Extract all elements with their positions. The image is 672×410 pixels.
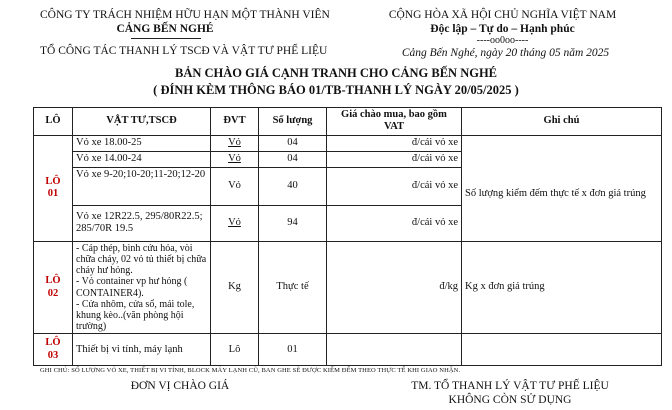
lot-03-label [34,334,73,366]
document-subtitle: ( ĐÍNH KÈM THÔNG BÁO 01/TB-THANH LÝ NGÀY 20/05/2025 ) [153,83,519,97]
price-table [33,107,662,366]
signature-right-line-1: TM. TỔ THANH LÝ VẬT TƯ PHẾ LIỆU [411,380,609,392]
signature-left: ĐƠN VỊ CHÀO GIÁ [130,380,230,392]
header-left-underline [131,38,201,39]
document-title: BẢN CHÀO GIÁ CẠNH TRANH CHO CẢNG BẾN NGHÉ [174,66,497,80]
lot-03-label-b: 03 [47,349,59,361]
lot-01-price-1: đ/cái vỏ xe [327,135,462,151]
lot-01-note: Số lượng kiểm đếm thực tế x đơn giá trúng [462,135,662,241]
lot-01-price-3: đ/cái vỏ xe [327,167,462,205]
lot-01-qty-4: 94 [259,205,327,241]
lot-01-price-2: đ/cái vỏ xe [327,151,462,167]
header-note: Ghi chú [462,108,662,136]
national-separator: ----oo0oo---- [476,35,529,46]
lot-01-unit-3: Vỏ [211,167,259,205]
lot-02-price: đ/kg [327,241,462,334]
header-item: VẬT TƯ,TSCĐ [73,108,211,136]
lot-01-qty-1: 04 [259,135,327,151]
lot-01-qty-3: 40 [259,167,327,205]
table-row [34,135,662,151]
header-unit: ĐVT [211,108,259,136]
national-title: CỘNG HÒA XÃ HỘI CHỦ NGHĨA VIỆT NAM [388,9,617,21]
lot-02-item [73,241,211,334]
lot-01-item-3: Vỏ xe 9-20;10-20;11-20;12-20 [73,167,211,205]
lot-01-unit-2: Vỏ [211,151,259,167]
lot-02-label-b: 02 [47,287,59,299]
table-row [34,334,662,366]
lot-01-label [34,135,73,241]
lot-03-qty: 01 [259,334,327,366]
company-name: CÔNG TY TRÁCH NHIỆM HỮU HẠN MỘT THÀNH VIÊN [40,9,330,21]
header-lot: LÔ [34,108,73,136]
lot-02-item-line-1: - Cáp thép, bình cứu hỏa, vòi chữa cháy, 02 vỏ tủ thiết bị chữa cháy hư hỏng. [76,242,207,277]
lot-03-item: Thiết bị vi tính, máy lạnh [73,334,211,366]
lot-02-label-a: LÔ [45,275,61,287]
team-name: TỔ CÔNG TÁC THANH LÝ TSCĐ VÀ VẬT TƯ PHẾ LIỆU [40,45,328,57]
lot-01-unit-1: Vỏ [211,135,259,151]
footnote: GHI CHÚ: SỐ LƯỢNG VỎ XE, THIẾT BỊ VI TÍNH, BLOCK MÁY LẠNH CŨ, BAN GHE SẼ ĐƯỢC KIỂM ĐẾM THEO THỰC TẾ KHI GIAO NHẬN. [40,367,461,374]
lot-01-label-b: 01 [47,188,59,200]
company-branch: CẢNG BẾN NGHÉ [116,23,214,35]
lot-02-item-line-3: - Cửa nhôm, cửa sổ, mái tole, khung kèo..(văn phòng hội trường) [76,298,195,333]
national-motto: Độc lập – Tự do – Hạnh phúc [430,23,575,35]
lot-01-item-2: Vỏ xe 14.00-24 [73,151,211,167]
header-quantity: Số lượng [259,108,327,136]
table-row [34,241,662,334]
signature-right-line-2: KHÔNG CÒN SỬ DỤNG [448,394,572,406]
lot-02-item-line-2: - Vỏ container vp hư hỏng ( CONTAINER4). [76,276,188,299]
lot-02-unit: Kg [211,241,259,334]
lot-02-qty: Thực tế [259,241,327,334]
lot-01-item-1: Vỏ xe 18.00-25 [73,135,211,151]
lot-02-label [34,241,73,334]
lot-01-unit-4: Vỏ [211,205,259,241]
lot-03-label-a: LÔ [45,337,61,349]
lot-01-item-4: Vỏ xe 12R22.5, 295/80R22.5; 285/70R 19.5 [73,205,211,241]
table-header-row [34,108,662,136]
lot-03-note [462,334,662,366]
lot-03-unit: Lô [211,334,259,366]
lot-02-note: Kg x đơn giá trúng [462,241,662,334]
header-price: Giá chào mua, bao gồm VAT [327,108,462,136]
lot-01-label-a: LÔ [45,175,61,187]
document-date: Cảng Bến Nghé, ngày 20 tháng 05 năm 2025 [401,47,610,59]
lot-03-price [327,334,462,366]
lot-01-qty-2: 04 [259,151,327,167]
lot-01-price-4: đ/cái vỏ xe [327,205,462,241]
